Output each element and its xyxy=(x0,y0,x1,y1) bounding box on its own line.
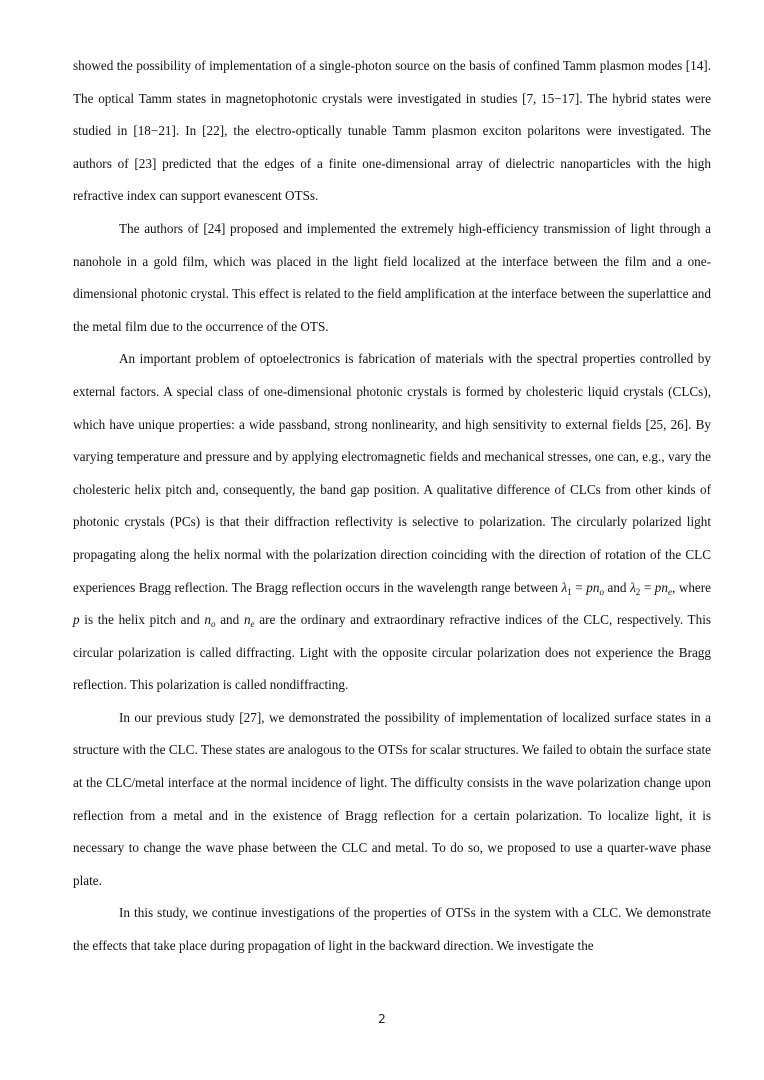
comma-where-text: , where xyxy=(671,579,712,595)
index-symbol: n xyxy=(661,579,668,595)
paragraph-3 xyxy=(73,343,711,702)
subscript-e: e xyxy=(250,619,255,630)
paragraph-4 xyxy=(73,702,711,898)
paragraph-1-text: showed the possibility of implementation of a single-photon source on the basis of confined Tamm plasmon modes [14]. The optical Tamm states in magnetophotonic crystals were investigated in studies [7, 15−17]. The hybrid states were studied in [18−21]. In [22], the electro-optically tunable Tamm plasmon exciton polaritons were investigated. The authors of [23] predicted that the edges of a finite one-dimensional array of dielectric nanoparticles with the high refractive index can support evanescent OTSs. xyxy=(73,58,711,204)
equals-sign: = xyxy=(640,579,655,595)
and-text: and xyxy=(215,612,244,628)
subscript-2: 2 xyxy=(635,586,641,597)
paragraph-5 xyxy=(73,897,711,962)
subscript-o: o xyxy=(211,619,216,630)
lambda-symbol: λ xyxy=(561,579,568,595)
subscript-e: e xyxy=(667,586,672,597)
paragraph-2-text: The authors of [24] proposed and implemented the extremely high-efficiency transmission of light through a nanohole in a gold film, which was placed in the light field localized at the interface between the film and a one-dimensional photonic crystal. This effect is related to the field amplification at the interface between the superlattice and the metal film due to the occurrence of the OTS. xyxy=(73,220,711,334)
lambda-symbol: λ xyxy=(630,579,636,595)
page-number: 2 xyxy=(378,1012,386,1026)
and-text: and xyxy=(603,579,631,595)
paragraph-2 xyxy=(73,213,711,343)
index-symbol: n xyxy=(592,579,600,595)
body-text xyxy=(73,50,711,963)
paragraph-1 xyxy=(73,50,711,213)
pitch-symbol: p xyxy=(654,579,662,595)
paragraph-5-text: In this study, we continue investigations of the properties of OTSs in the system with a CLC. We demonstrate the effects that take place during propagation of light in the backward direction. We investigate the xyxy=(73,905,711,954)
index-symbol: n xyxy=(204,612,212,628)
paragraph-3-text-end: are the ordinary and extraordinary refractive indices of the CLC, respectively. This circular polarization is called diffracting. Light with the opposite circular polarization does not experience the Bragg reflection. This polarization is called nondiffracting. xyxy=(73,612,712,693)
pitch-symbol: p xyxy=(73,612,80,628)
pitch-symbol: p xyxy=(586,579,593,595)
paragraph-3-text-start: An important problem of optoelectronics is fabrication of materials with the spectral properties controlled by external factors. A special class of one-dimensional photonic crystals is formed by cholesteric liquid crystals (CLCs), which have unique properties: a wide passband, strong nonlinearity, and high sensitivity to external fields [25, 26]. By varying temperature and pressure and by applying electromagnetic fields and mechanical stresses, one can, e.g., vary the cholesteric helix pitch and, consequently, the band gap position. A qualitative difference of CLCs from other kinds of photonic crystals (PCs) is that their diffraction reflectivity is selective to polarization. The circularly polarized light propagating along the helix normal with the polarization direction coinciding with the direction of rotation of the CLC experiences Bragg reflection. The Bragg reflection occurs in the wavelength range between xyxy=(73,351,711,595)
index-symbol: n xyxy=(243,612,251,628)
helix-pitch-text: is the helix pitch and xyxy=(79,612,205,628)
equals-sign: = xyxy=(571,579,587,595)
paragraph-4-text: In our previous study [27], we demonstrated the possibility of implementation of localized surface states in a structure with the CLC. These states are analogous to the OTSs for scalar structures. We failed to obtain the surface state at the CLC/metal interface at the normal incidence of light. The difficulty consists in the wave polarization change upon reflection from a metal and in the existence of Bragg reflection for a certain polarization. To localize light, it is necessary to change the wave phase between the CLC and metal. To do so, we proposed to use a quarter-wave phase plate. xyxy=(73,709,711,888)
subscript-1: 1 xyxy=(567,586,572,597)
subscript-o: o xyxy=(599,586,604,597)
